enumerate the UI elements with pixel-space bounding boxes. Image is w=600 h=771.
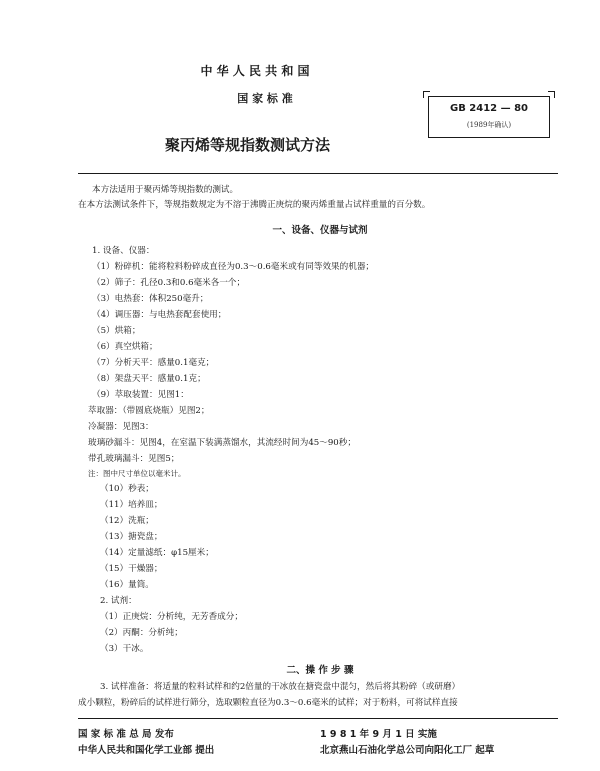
s1-line: 玻璃砂漏斗：见图4，在室温下装满蒸馏水，其流经时间为45～90秒； <box>88 438 356 448</box>
s1-line: （6）真空烘箱； <box>92 342 158 352</box>
s1-line: （5）烘箱； <box>92 326 141 336</box>
footer-publisher: 国 家 标 准 总 局 发布 <box>78 729 174 740</box>
footer-drafter: 北京燕山石油化学总公司向阳化工厂 起草 <box>320 745 495 756</box>
document-title: 聚丙烯等规指数测试方法 <box>165 136 331 154</box>
intro-line-2: 在本方法测试条件下，等规指数规定为不溶于沸腾正庚烷的聚丙烯重量占试样重量的百分数。 <box>78 200 431 210</box>
s1-line: （1）正庚烷：分析纯，无芳香成分； <box>100 612 243 622</box>
s1-line: （1）粉碎机：能将粒料粉碎成直径为0.3～0.6毫米或有同等效果的机器； <box>92 262 375 272</box>
s1-line: （7）分析天平：感量0.1毫克； <box>92 358 215 368</box>
s1-line: （2）筛子：孔径0.3和0.6毫米各一个； <box>92 278 246 288</box>
s1-line: （12）洗瓶； <box>100 516 154 526</box>
s1-line: （11）培养皿； <box>100 500 163 510</box>
s1-line: （13）搪瓷盘； <box>100 532 163 542</box>
country-name: 中 华 人 民 共 和 国 <box>200 64 310 78</box>
s1-line: （16）量筒。 <box>100 580 154 590</box>
gb-code: GB 2412 — 80 <box>449 103 529 114</box>
bottom-rule <box>78 718 558 719</box>
footer-proposer: 中华人民共和国化学工业部 提出 <box>78 745 215 756</box>
section-1-heading: 一、设备、仪器与试剂 <box>272 225 368 236</box>
s1-line: （3）电热套：体积250毫升； <box>92 294 209 304</box>
s1-note: 注：图中尺寸单位以毫米计。 <box>88 469 186 478</box>
s1-line: 2. 试剂： <box>100 596 137 606</box>
s1-line: 萃取器：（带圆底烧瓶）见图2； <box>88 406 210 416</box>
s2-line: 成小颗粒，粉碎后的试样进行筛分，选取颗粒直径为0.3～0.6毫米的试样；对于粉料，可将试样直接 <box>78 698 458 708</box>
s1-line: （10）秒表； <box>100 484 154 494</box>
s1-line: （4）调压器：与电热套配套使用； <box>92 310 227 320</box>
section-2-heading: 二、操 作 步 骤 <box>286 665 354 676</box>
s1-line: 冷凝器：见图3： <box>88 422 154 432</box>
s1-line: （14）定量滤纸：φ15厘米； <box>100 548 214 558</box>
gb-confirmation-note: (1989年确认) <box>466 121 512 129</box>
standard-type: 国 家 标 准 <box>237 92 293 105</box>
s1-line: （9）萃取装置：见图1： <box>92 390 189 400</box>
s2-line: 3. 试样准备：将适量的粒料试样和约2倍量的干冰放在搪瓷盘中混匀，然后将其粉碎（或研磨） <box>100 682 461 692</box>
intro-line-1: 本方法适用于聚丙烯等规指数的测试。 <box>92 185 239 195</box>
s1-line: （8）架盘天平：感量0.1克； <box>92 374 206 384</box>
s1-line: （2）丙酮：分析纯； <box>100 628 183 638</box>
gb-code-box <box>428 96 550 138</box>
footer-publish-date: 1 9 8 1 年 9 月 1 日 实施 <box>320 729 437 740</box>
s1-line: 带孔玻璃漏斗：见图5； <box>88 454 180 464</box>
top-rule <box>78 173 558 174</box>
s1-line: （3）干冰。 <box>100 644 149 654</box>
s1-line: 1. 设备、仪器： <box>92 246 155 256</box>
s1-line: （15）干燥器； <box>100 564 163 574</box>
